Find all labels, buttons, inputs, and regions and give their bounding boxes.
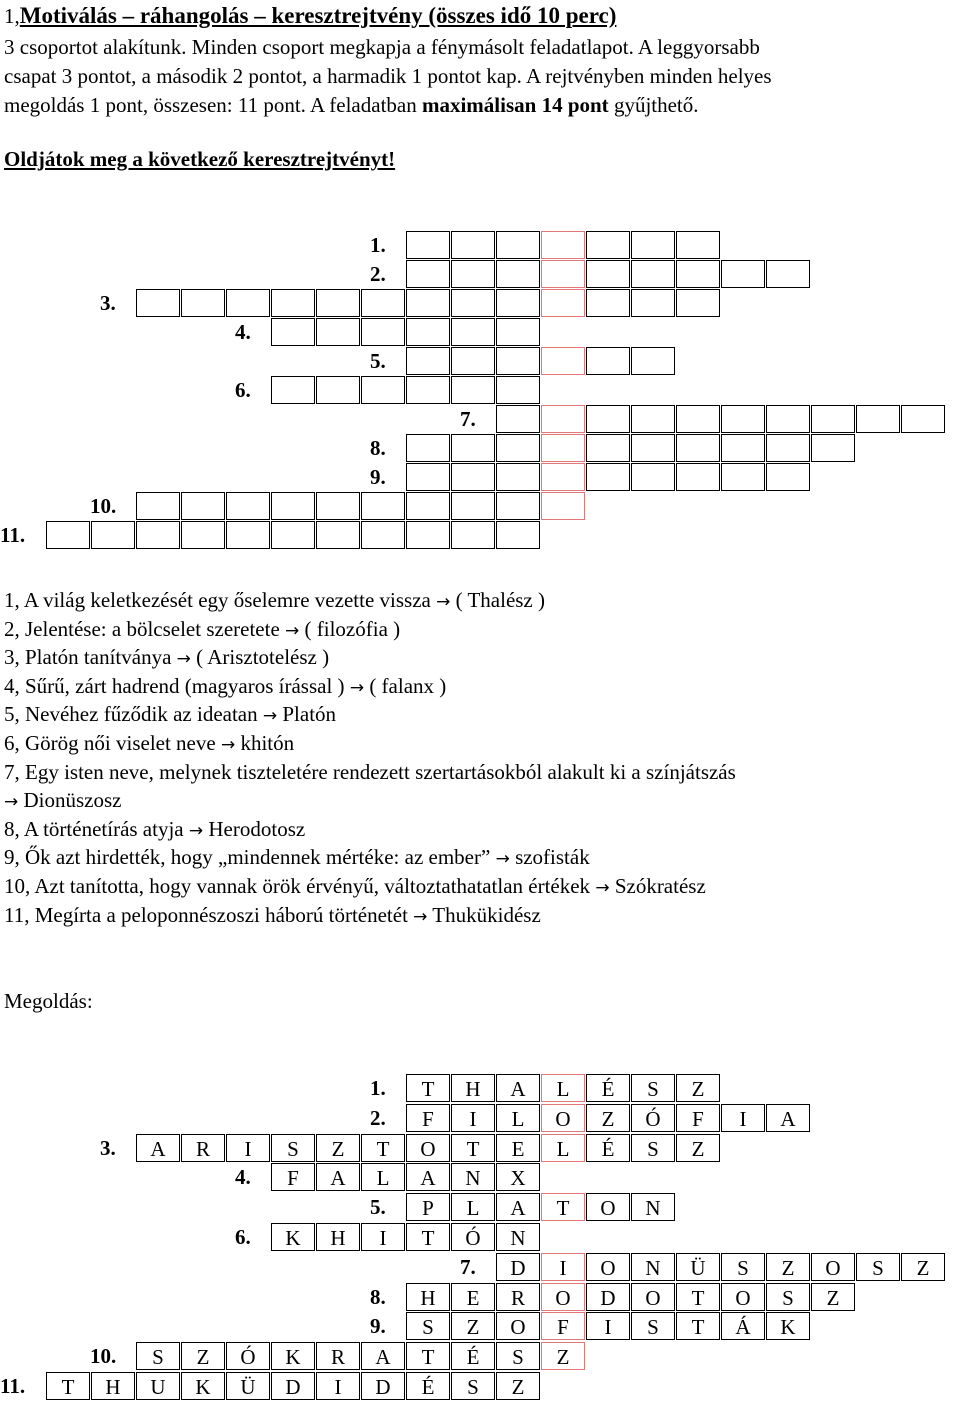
solution-cell: Z bbox=[811, 1283, 855, 1311]
puzzle-cell[interactable] bbox=[496, 231, 540, 259]
puzzle-cell[interactable] bbox=[271, 289, 315, 317]
solution-row-label: 9. bbox=[370, 1314, 386, 1339]
puzzle-row-label: 7. bbox=[460, 407, 476, 431]
solution-row-label: 7. bbox=[460, 1254, 476, 1279]
puzzle-cell[interactable] bbox=[541, 434, 585, 462]
solution-cell: I bbox=[316, 1372, 360, 1400]
clue-item bbox=[4, 673, 447, 698]
solution-cell: D bbox=[586, 1283, 630, 1311]
puzzle-cell[interactable] bbox=[451, 521, 495, 549]
puzzle-cell[interactable] bbox=[451, 260, 495, 288]
clue-item bbox=[4, 902, 541, 927]
solution-cell: S bbox=[721, 1253, 765, 1281]
solution-cell: T bbox=[46, 1372, 90, 1400]
puzzle-cell[interactable] bbox=[316, 289, 360, 317]
puzzle-cell[interactable] bbox=[361, 318, 405, 346]
puzzle-row-label: 1. bbox=[370, 233, 386, 257]
solution-cell: R bbox=[181, 1134, 225, 1162]
puzzle-cell[interactable] bbox=[766, 260, 810, 288]
puzzle-cell[interactable] bbox=[406, 376, 450, 404]
arrow-icon: → bbox=[285, 620, 300, 641]
puzzle-cell[interactable] bbox=[631, 289, 675, 317]
puzzle-row-label: 11. bbox=[0, 523, 26, 547]
solution-cell: T bbox=[451, 1134, 495, 1162]
solution-cell: Ó bbox=[226, 1342, 270, 1370]
solution-cell: R bbox=[496, 1283, 540, 1311]
puzzle-row-label: 5. bbox=[370, 349, 386, 373]
clue-text: 7, Egy isten neve, melynek tiszteletére rendezett szertartásokból alakult ki a színjátszás bbox=[4, 759, 736, 784]
solution-cell: Z bbox=[316, 1134, 360, 1162]
solution-cell: K bbox=[181, 1372, 225, 1400]
puzzle-cell[interactable] bbox=[496, 260, 540, 288]
solution-cell: T bbox=[406, 1342, 450, 1370]
solution-cell: A bbox=[766, 1104, 810, 1132]
max-points: maximálisan 14 pont bbox=[421, 93, 609, 117]
clue-answer: ( filozófia ) bbox=[299, 616, 401, 641]
solution-cell: O bbox=[586, 1253, 630, 1281]
puzzle-cell[interactable] bbox=[676, 405, 720, 433]
solution-cell: T bbox=[541, 1193, 585, 1221]
puzzle-cell[interactable] bbox=[676, 260, 720, 288]
puzzle-cell[interactable] bbox=[721, 434, 765, 462]
puzzle-cell[interactable] bbox=[451, 289, 495, 317]
solution-cell: O bbox=[541, 1283, 585, 1311]
puzzle-cell[interactable] bbox=[496, 434, 540, 462]
solution-cell: Z bbox=[901, 1253, 945, 1281]
arrow-icon: → bbox=[436, 592, 451, 612]
arrow-icon: → bbox=[349, 677, 365, 698]
puzzle-cell[interactable] bbox=[811, 405, 855, 433]
clue-item bbox=[4, 616, 401, 641]
solution-cell: T bbox=[406, 1074, 450, 1102]
solution-cell: A bbox=[406, 1163, 450, 1191]
solution-cell: Z bbox=[541, 1342, 585, 1370]
solution-cell: N bbox=[631, 1253, 675, 1281]
arrow-icon: → bbox=[262, 706, 278, 727]
solution-cell: I bbox=[361, 1223, 405, 1251]
solution-cell: A bbox=[316, 1163, 360, 1191]
puzzle-cell[interactable] bbox=[901, 405, 945, 433]
solution-cell: I bbox=[541, 1253, 585, 1281]
puzzle-cell[interactable] bbox=[451, 463, 495, 491]
solution-cell: H bbox=[91, 1372, 135, 1400]
puzzle-cell[interactable] bbox=[586, 289, 630, 317]
solution-cell: H bbox=[406, 1283, 450, 1311]
puzzle-cell[interactable] bbox=[586, 434, 630, 462]
puzzle-cell[interactable] bbox=[856, 405, 900, 433]
puzzle-cell[interactable] bbox=[226, 521, 270, 549]
puzzle-cell[interactable] bbox=[586, 347, 630, 375]
puzzle-cell[interactable] bbox=[406, 318, 450, 346]
puzzle-cell[interactable] bbox=[271, 521, 315, 549]
puzzle-cell[interactable] bbox=[541, 405, 585, 433]
puzzle-cell[interactable] bbox=[406, 231, 450, 259]
solution-row-label: 5. bbox=[370, 1195, 386, 1220]
intro-line-3 bbox=[4, 95, 699, 116]
puzzle-cell[interactable] bbox=[586, 463, 630, 491]
clue-text: 6, Görög női viselet neve bbox=[4, 731, 221, 755]
solution-cell: O bbox=[496, 1312, 540, 1340]
puzzle-cell[interactable] bbox=[496, 463, 540, 491]
arrow-icon: → bbox=[413, 906, 428, 927]
clue-text: 2, Jelentése: a bölcselet szeretete bbox=[4, 616, 286, 641]
solution-cell: D bbox=[361, 1372, 405, 1400]
puzzle-row-label: 4. bbox=[235, 320, 251, 344]
puzzle-cell[interactable] bbox=[181, 289, 225, 317]
puzzle-cell[interactable] bbox=[451, 347, 495, 375]
clue-answer: Platón bbox=[277, 702, 337, 727]
clue-text: 5, Nevéhez fűződik az ideatan bbox=[4, 702, 263, 727]
clue-item bbox=[4, 790, 122, 811]
puzzle-cell[interactable] bbox=[586, 260, 630, 288]
puzzle-cell[interactable] bbox=[541, 347, 585, 375]
solution-cell: F bbox=[676, 1104, 720, 1132]
puzzle-cell[interactable] bbox=[631, 347, 675, 375]
puzzle-cell[interactable] bbox=[541, 231, 585, 259]
solution-cell: L bbox=[361, 1163, 405, 1191]
clue-answer: ( falanx ) bbox=[364, 673, 447, 698]
puzzle-cell[interactable] bbox=[586, 405, 630, 433]
solution-row-label: 10. bbox=[90, 1344, 117, 1369]
solution-label: Megoldás: bbox=[4, 989, 93, 1013]
solution-cell: S bbox=[406, 1312, 450, 1340]
solution-cell: K bbox=[766, 1312, 810, 1340]
solution-cell: L bbox=[451, 1193, 495, 1221]
solution-row-label: 1. bbox=[370, 1076, 386, 1100]
puzzle-cell[interactable] bbox=[721, 463, 765, 491]
puzzle-cell[interactable] bbox=[406, 289, 450, 317]
clue-item bbox=[4, 590, 545, 611]
puzzle-cell[interactable] bbox=[316, 318, 360, 346]
solution-cell: E bbox=[496, 1134, 540, 1162]
solution-row-label: 2. bbox=[370, 1105, 386, 1130]
title-text: Motiválás – ráhangolás – keresztrejtvény (összes idő 10 perc) bbox=[19, 3, 617, 28]
solution-cell: H bbox=[316, 1223, 360, 1251]
puzzle-cell[interactable] bbox=[91, 521, 135, 549]
solution-cell: P bbox=[406, 1193, 450, 1221]
puzzle-cell[interactable] bbox=[496, 289, 540, 317]
solution-cell: É bbox=[586, 1134, 630, 1162]
puzzle-cell[interactable] bbox=[676, 231, 720, 259]
solution-cell: K bbox=[271, 1342, 315, 1370]
solution-cell: Ü bbox=[676, 1253, 720, 1281]
solution-cell: I bbox=[586, 1312, 630, 1340]
puzzle-cell[interactable] bbox=[766, 434, 810, 462]
puzzle-cell[interactable] bbox=[631, 405, 675, 433]
arrow-icon: → bbox=[188, 820, 204, 841]
puzzle-cell[interactable] bbox=[676, 289, 720, 317]
puzzle-cell[interactable] bbox=[406, 492, 450, 520]
solution-cell: Ü bbox=[226, 1372, 270, 1400]
clue-answer: khitón bbox=[235, 731, 295, 755]
puzzle-cell[interactable] bbox=[496, 347, 540, 375]
clue-answer: Herodotosz bbox=[203, 816, 306, 841]
solution-cell: A bbox=[136, 1134, 180, 1162]
clue-item bbox=[4, 759, 736, 784]
solution-cell: L bbox=[541, 1134, 585, 1162]
puzzle-cell[interactable] bbox=[226, 492, 270, 520]
puzzle-cell[interactable] bbox=[496, 376, 540, 404]
solution-cell: Z bbox=[181, 1342, 225, 1370]
puzzle-cell[interactable] bbox=[541, 260, 585, 288]
solution-cell: N bbox=[451, 1163, 495, 1191]
solution-cell: É bbox=[406, 1372, 450, 1400]
puzzle-cell[interactable] bbox=[451, 492, 495, 520]
solution-cell: O bbox=[631, 1283, 675, 1311]
puzzle-cell[interactable] bbox=[766, 463, 810, 491]
solution-cell: X bbox=[496, 1163, 540, 1191]
solution-cell: T bbox=[676, 1283, 720, 1311]
puzzle-cell[interactable] bbox=[361, 492, 405, 520]
puzzle-cell[interactable] bbox=[631, 260, 675, 288]
solution-cell: K bbox=[271, 1223, 315, 1251]
solution-cell: S bbox=[856, 1253, 900, 1281]
puzzle-cell[interactable] bbox=[631, 463, 675, 491]
solution-cell: I bbox=[226, 1134, 270, 1162]
puzzle-cell[interactable] bbox=[136, 289, 180, 317]
puzzle-cell[interactable] bbox=[541, 289, 585, 317]
puzzle-cell[interactable] bbox=[811, 434, 855, 462]
clue-text: 10, Azt tanította, hogy vannak örök érvényű, változtathatatlan értékek bbox=[4, 874, 596, 898]
clue-answer: Thukükidész bbox=[427, 902, 541, 927]
puzzle-cell[interactable] bbox=[316, 376, 360, 404]
solution-cell: F bbox=[541, 1312, 585, 1340]
solution-cell: O bbox=[721, 1283, 765, 1311]
task-number: 1, bbox=[4, 4, 20, 28]
clue-item bbox=[4, 733, 294, 754]
clue-item bbox=[4, 816, 306, 841]
solution-cell: Á bbox=[721, 1312, 765, 1340]
puzzle-cell[interactable] bbox=[406, 463, 450, 491]
puzzle-cell[interactable] bbox=[136, 521, 180, 549]
solution-cell: T bbox=[406, 1223, 450, 1251]
solution-cell: L bbox=[496, 1104, 540, 1132]
puzzle-row-label: 3. bbox=[100, 291, 116, 315]
solution-cell: S bbox=[631, 1074, 675, 1102]
solution-cell: E bbox=[451, 1283, 495, 1311]
solution-cell: S bbox=[136, 1342, 180, 1370]
solution-cell: N bbox=[496, 1223, 540, 1251]
solution-cell: Ó bbox=[451, 1223, 495, 1251]
solution-cell: T bbox=[676, 1312, 720, 1340]
solution-cell: Z bbox=[676, 1134, 720, 1162]
puzzle-instruction: Oldjátok meg a következő keresztrejtvényt! bbox=[4, 147, 396, 171]
intro-text-b: gyűjthető. bbox=[608, 93, 699, 117]
clue-text: 1, A világ keletkezését egy őselemre vezette vissza bbox=[4, 588, 437, 612]
solution-cell: O bbox=[811, 1253, 855, 1281]
solution-cell: S bbox=[631, 1312, 675, 1340]
solution-cell: I bbox=[721, 1104, 765, 1132]
solution-cell: S bbox=[631, 1134, 675, 1162]
solution-cell: S bbox=[496, 1342, 540, 1370]
puzzle-cell[interactable] bbox=[361, 521, 405, 549]
solution-row-label: 4. bbox=[235, 1165, 251, 1190]
solution-cell: O bbox=[586, 1193, 630, 1221]
solution-cell: Z bbox=[451, 1312, 495, 1340]
clue-text: 4, Sűrű, zárt hadrend (magyaros írással ) bbox=[4, 673, 350, 698]
solution-cell: A bbox=[496, 1074, 540, 1102]
intro-text-a: megoldás 1 pont, összesen: 11 pont. A feladatban bbox=[4, 93, 422, 117]
arrow-icon: → bbox=[4, 792, 19, 813]
clue-answer: ( Thalész ) bbox=[450, 588, 545, 612]
puzzle-cell[interactable] bbox=[271, 492, 315, 520]
solution-cell: D bbox=[496, 1253, 540, 1281]
puzzle-cell[interactable] bbox=[496, 521, 540, 549]
solution-cell: U bbox=[136, 1372, 180, 1400]
puzzle-cell[interactable] bbox=[316, 492, 360, 520]
task-title bbox=[4, 4, 616, 27]
solution-cell: É bbox=[451, 1342, 495, 1370]
clue-text: 8, A történetírás atyja bbox=[4, 816, 189, 841]
solution-cell: N bbox=[631, 1193, 675, 1221]
puzzle-row-label: 6. bbox=[235, 378, 251, 402]
puzzle-cell[interactable] bbox=[406, 434, 450, 462]
arrow-icon: → bbox=[220, 735, 236, 755]
clue-item bbox=[4, 847, 590, 868]
puzzle-cell[interactable] bbox=[496, 405, 540, 433]
puzzle-cell[interactable] bbox=[181, 492, 225, 520]
puzzle-cell[interactable] bbox=[586, 231, 630, 259]
solution-cell: F bbox=[406, 1104, 450, 1132]
solution-cell: L bbox=[541, 1074, 585, 1102]
puzzle-cell[interactable] bbox=[496, 492, 540, 520]
puzzle-cell[interactable] bbox=[136, 492, 180, 520]
solution-row-label: 3. bbox=[100, 1135, 116, 1160]
solution-cell: É bbox=[586, 1074, 630, 1102]
clue-answer: szofisták bbox=[509, 845, 590, 870]
puzzle-cell[interactable] bbox=[721, 260, 765, 288]
puzzle-cell[interactable] bbox=[361, 376, 405, 404]
solution-cell: Z bbox=[496, 1372, 540, 1400]
solution-cell: O bbox=[541, 1104, 585, 1132]
arrow-icon: → bbox=[176, 649, 191, 670]
puzzle-cell[interactable] bbox=[541, 463, 585, 491]
puzzle-cell[interactable] bbox=[451, 376, 495, 404]
solution-cell: O bbox=[406, 1134, 450, 1162]
arrow-icon: → bbox=[495, 849, 510, 870]
puzzle-cell[interactable] bbox=[406, 521, 450, 549]
puzzle-cell[interactable] bbox=[406, 260, 450, 288]
clue-text: 3, Platón tanítványa bbox=[4, 645, 177, 670]
intro-line-1: 3 csoportot alakítunk. Minden csoport megkapja a fénymásolt feladatlapot. A leggyorsabb bbox=[4, 35, 760, 59]
puzzle-cell[interactable] bbox=[631, 231, 675, 259]
puzzle-cell[interactable] bbox=[316, 521, 360, 549]
solution-cell: A bbox=[361, 1342, 405, 1370]
puzzle-cell[interactable] bbox=[541, 492, 585, 520]
puzzle-cell[interactable] bbox=[451, 318, 495, 346]
clue-item bbox=[4, 647, 329, 668]
puzzle-cell[interactable] bbox=[361, 289, 405, 317]
puzzle-cell[interactable] bbox=[631, 434, 675, 462]
solution-cell: I bbox=[451, 1104, 495, 1132]
puzzle-cell[interactable] bbox=[451, 231, 495, 259]
solution-cell: T bbox=[361, 1134, 405, 1162]
clue-answer: Szókratész bbox=[609, 874, 706, 898]
clue-item bbox=[4, 876, 706, 897]
puzzle-cell[interactable] bbox=[766, 405, 810, 433]
solution-cell: A bbox=[496, 1193, 540, 1221]
puzzle-cell[interactable] bbox=[181, 521, 225, 549]
puzzle-cell[interactable] bbox=[271, 318, 315, 346]
solution-cell: Ó bbox=[631, 1104, 675, 1132]
clue-text: 11, Megírta a peloponnészoszi háború történetét bbox=[4, 902, 414, 927]
intro-line-2: csapat 3 pontot, a második 2 pontot, a harmadik 1 pontot kap. A rejtvényben minden helyes bbox=[4, 64, 772, 88]
clue-answer: ( Arisztotelész ) bbox=[190, 645, 330, 670]
solution-cell: S bbox=[451, 1372, 495, 1400]
puzzle-row-label: 10. bbox=[90, 494, 117, 518]
puzzle-row-label: 9. bbox=[370, 465, 386, 489]
solution-cell: Z bbox=[766, 1253, 810, 1281]
puzzle-row-label: 2. bbox=[370, 262, 386, 286]
clue-answer: Dionüszosz bbox=[18, 788, 122, 813]
puzzle-cell[interactable] bbox=[46, 521, 90, 549]
solution-cell: R bbox=[316, 1342, 360, 1370]
puzzle-cell[interactable] bbox=[271, 376, 315, 404]
puzzle-cell[interactable] bbox=[496, 318, 540, 346]
solution-cell: F bbox=[271, 1163, 315, 1191]
solution-cell: S bbox=[271, 1134, 315, 1162]
solution-row-label: 8. bbox=[370, 1284, 386, 1309]
solution-cell: S bbox=[766, 1283, 810, 1311]
puzzle-cell[interactable] bbox=[406, 347, 450, 375]
puzzle-cell[interactable] bbox=[721, 405, 765, 433]
puzzle-cell[interactable] bbox=[451, 434, 495, 462]
solution-cell: Z bbox=[586, 1104, 630, 1132]
solution-cell: D bbox=[271, 1372, 315, 1400]
solution-row-label: 6. bbox=[235, 1225, 251, 1249]
solution-row-label: 11. bbox=[0, 1374, 26, 1398]
clue-text: 9, Ők azt hirdették, hogy „mindennek mértéke: az ember” bbox=[4, 845, 496, 870]
puzzle-cell[interactable] bbox=[676, 463, 720, 491]
clue-item bbox=[4, 704, 336, 725]
solution-cell: H bbox=[451, 1074, 495, 1102]
solution-cell: Z bbox=[676, 1074, 720, 1102]
arrow-icon: → bbox=[595, 878, 610, 898]
puzzle-cell[interactable] bbox=[226, 289, 270, 317]
puzzle-cell[interactable] bbox=[676, 434, 720, 462]
puzzle-row-label: 8. bbox=[370, 436, 386, 460]
